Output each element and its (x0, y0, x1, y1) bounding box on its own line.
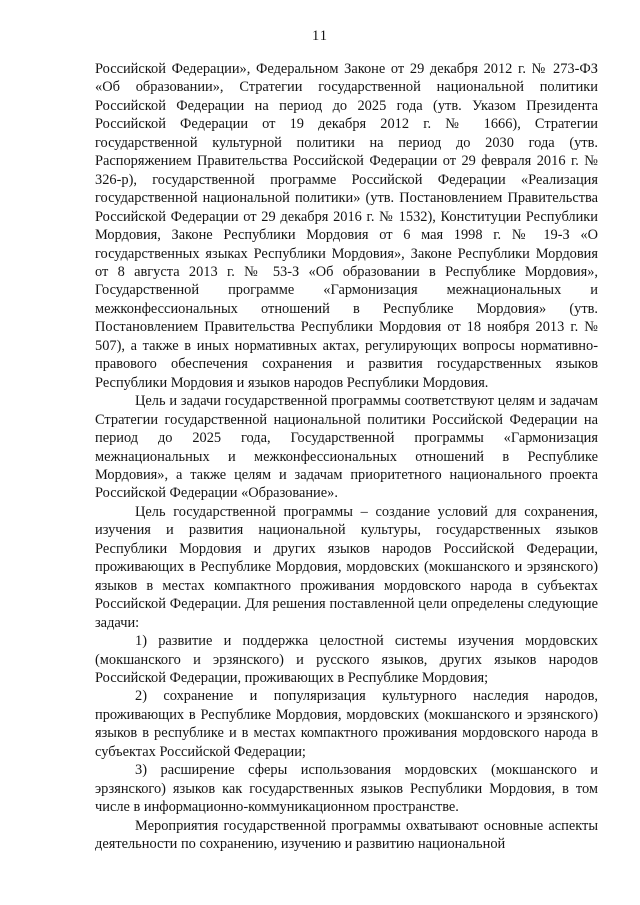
paragraph-goals-alignment: Цель и задачи государственной программы соответствуют целям и задачам Стратегии государственной национальной политики Российской Федерации на период до 2025 года, Государственной программы «Гармонизация межнациональных и межконфессиональных отношений в Республике Мордовия», а также целям и задачам приоритетного национального проекта Российской Федерации «Образование». (95, 393, 598, 502)
paragraph-program-goal: Цель государственной программы – создание условий для сохранения, изучения и развития национальной культуры, государственных языков Республики Мордовия и других языков народов Российской Федерации, проживающих в Республике Мордовия, мордовских (мокшанского и эрзянского) языков в местах компактного проживания мордовского народа в субъектах Российской Федерации. Для решения поставленной цели определены следующие задачи: (95, 503, 598, 631)
paragraph-legal-basis: Российской Федерации», Федеральном Законе от 29 декабря 2012 г. № 273-ФЗ «Об образовании», Стратегии государственной национальной политики Российской Федерации на период до 2025 года (утв. Указом Президента Российской Федерации от 19 декабря 2012 г. № 1666), Стратегии государственной культурной политики на период до 2030 года (утв. Распоряжением Правительства Российской Федерации от 29 февраля 2016 г. № 326-р), государственной программе Российской Федерации «Реализация государственной национальной политики» (утв. Постановлением Правительства Российской Федерации от 29 декабря 2016 г. № 1532), Конституции Республики Мордовия, Законе Республики Мордовия от 6 мая 1998 г. № 19-З «О государственных языках Республики Мордовия», Законе Республики Мордовия от 8 августа 2013 г. № 53-З «Об образовании в Республике Мордовия», Государственной программе «Гармонизация межнациональных и межконфессиональных отношений в Республике Мордовия» (утв. Постановлением Правительства Республики Мордовия от 18 ноября 2013 г. № 507), а также в иных нормативных актах, регулирующих вопросы нормативно-правового обеспечения сохранения и развития государственных языков Республики Мордовия и языков народов Республики Мордовия. (95, 61, 598, 391)
paragraph-task-1: 1) развитие и поддержка целостной системы изучения мордовских (мокшанского и эрзянского) и русского языков, других языков народов Российской Федерации, проживающих в Республике Мордовия; (95, 633, 598, 686)
paragraph-task-2: 2) сохранение и популяризация культурного наследия народов, проживающих в Республике Мордовия, мордовских (мокшанского и эрзянского) языков в республике и в местах компактного проживания мордовского народа в субъектах Российской Федерации; (95, 688, 598, 760)
page-number: 11 (312, 28, 328, 44)
paragraph-activities: Мероприятия государственной программы охватывают основные аспекты деятельности по сохранению, изучению и развитию национальной (95, 817, 598, 853)
document-body (95, 60, 598, 853)
paragraph-task-3: 3) расширение сферы использования мордовских (мокшанского и эрзянского) языков как государственных языков Республики Мордовия, в том числе в информационно-коммуникационном пространстве. (95, 762, 598, 816)
